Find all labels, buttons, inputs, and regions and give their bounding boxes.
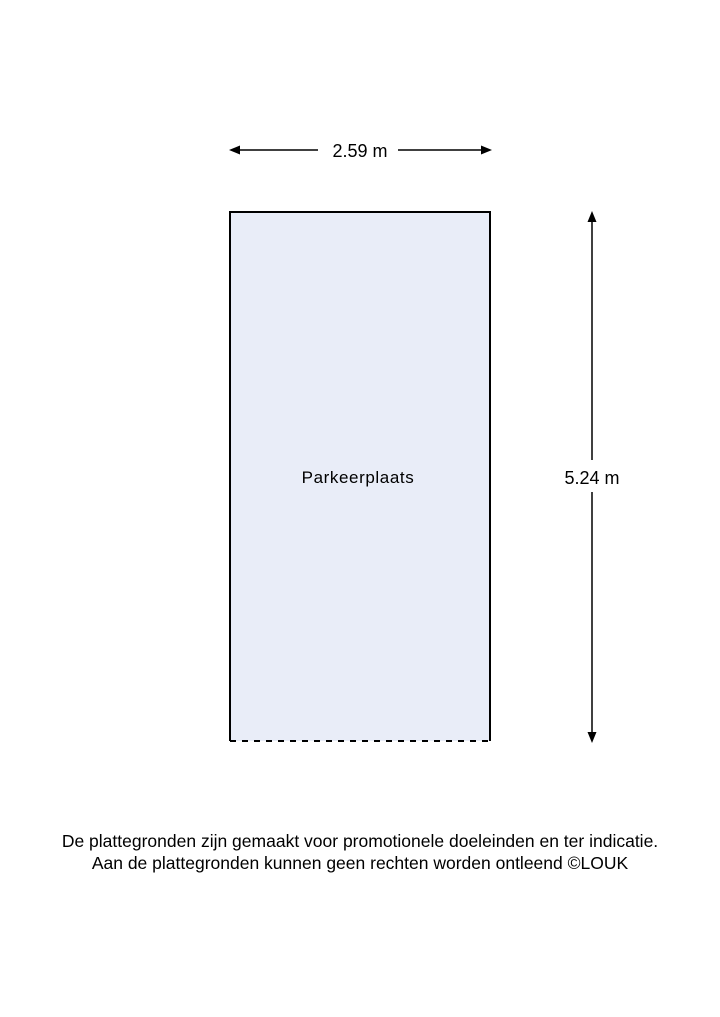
room-parkeerplaats (230, 212, 490, 741)
arrow-down-icon (588, 732, 597, 743)
width-dimension (229, 141, 492, 161)
depth-dimension-label: 5.24 m (564, 468, 620, 488)
arrow-right-icon (481, 146, 492, 155)
room-label: Parkeerplaats (301, 468, 415, 487)
depth-dimension (564, 211, 619, 743)
arrow-left-icon (229, 146, 240, 155)
arrow-up-icon (588, 211, 597, 222)
disclaimer-line-1: De plattegronden zijn gemaakt voor promotionele doeleinden en ter indicatie. (61, 831, 659, 851)
disclaimer (0, 830, 720, 874)
disclaimer-line-2: Aan de plattegronden kunnen geen rechten worden ontleend ©LOUK (91, 853, 629, 873)
width-dimension-label: 2.59 m (332, 141, 388, 161)
